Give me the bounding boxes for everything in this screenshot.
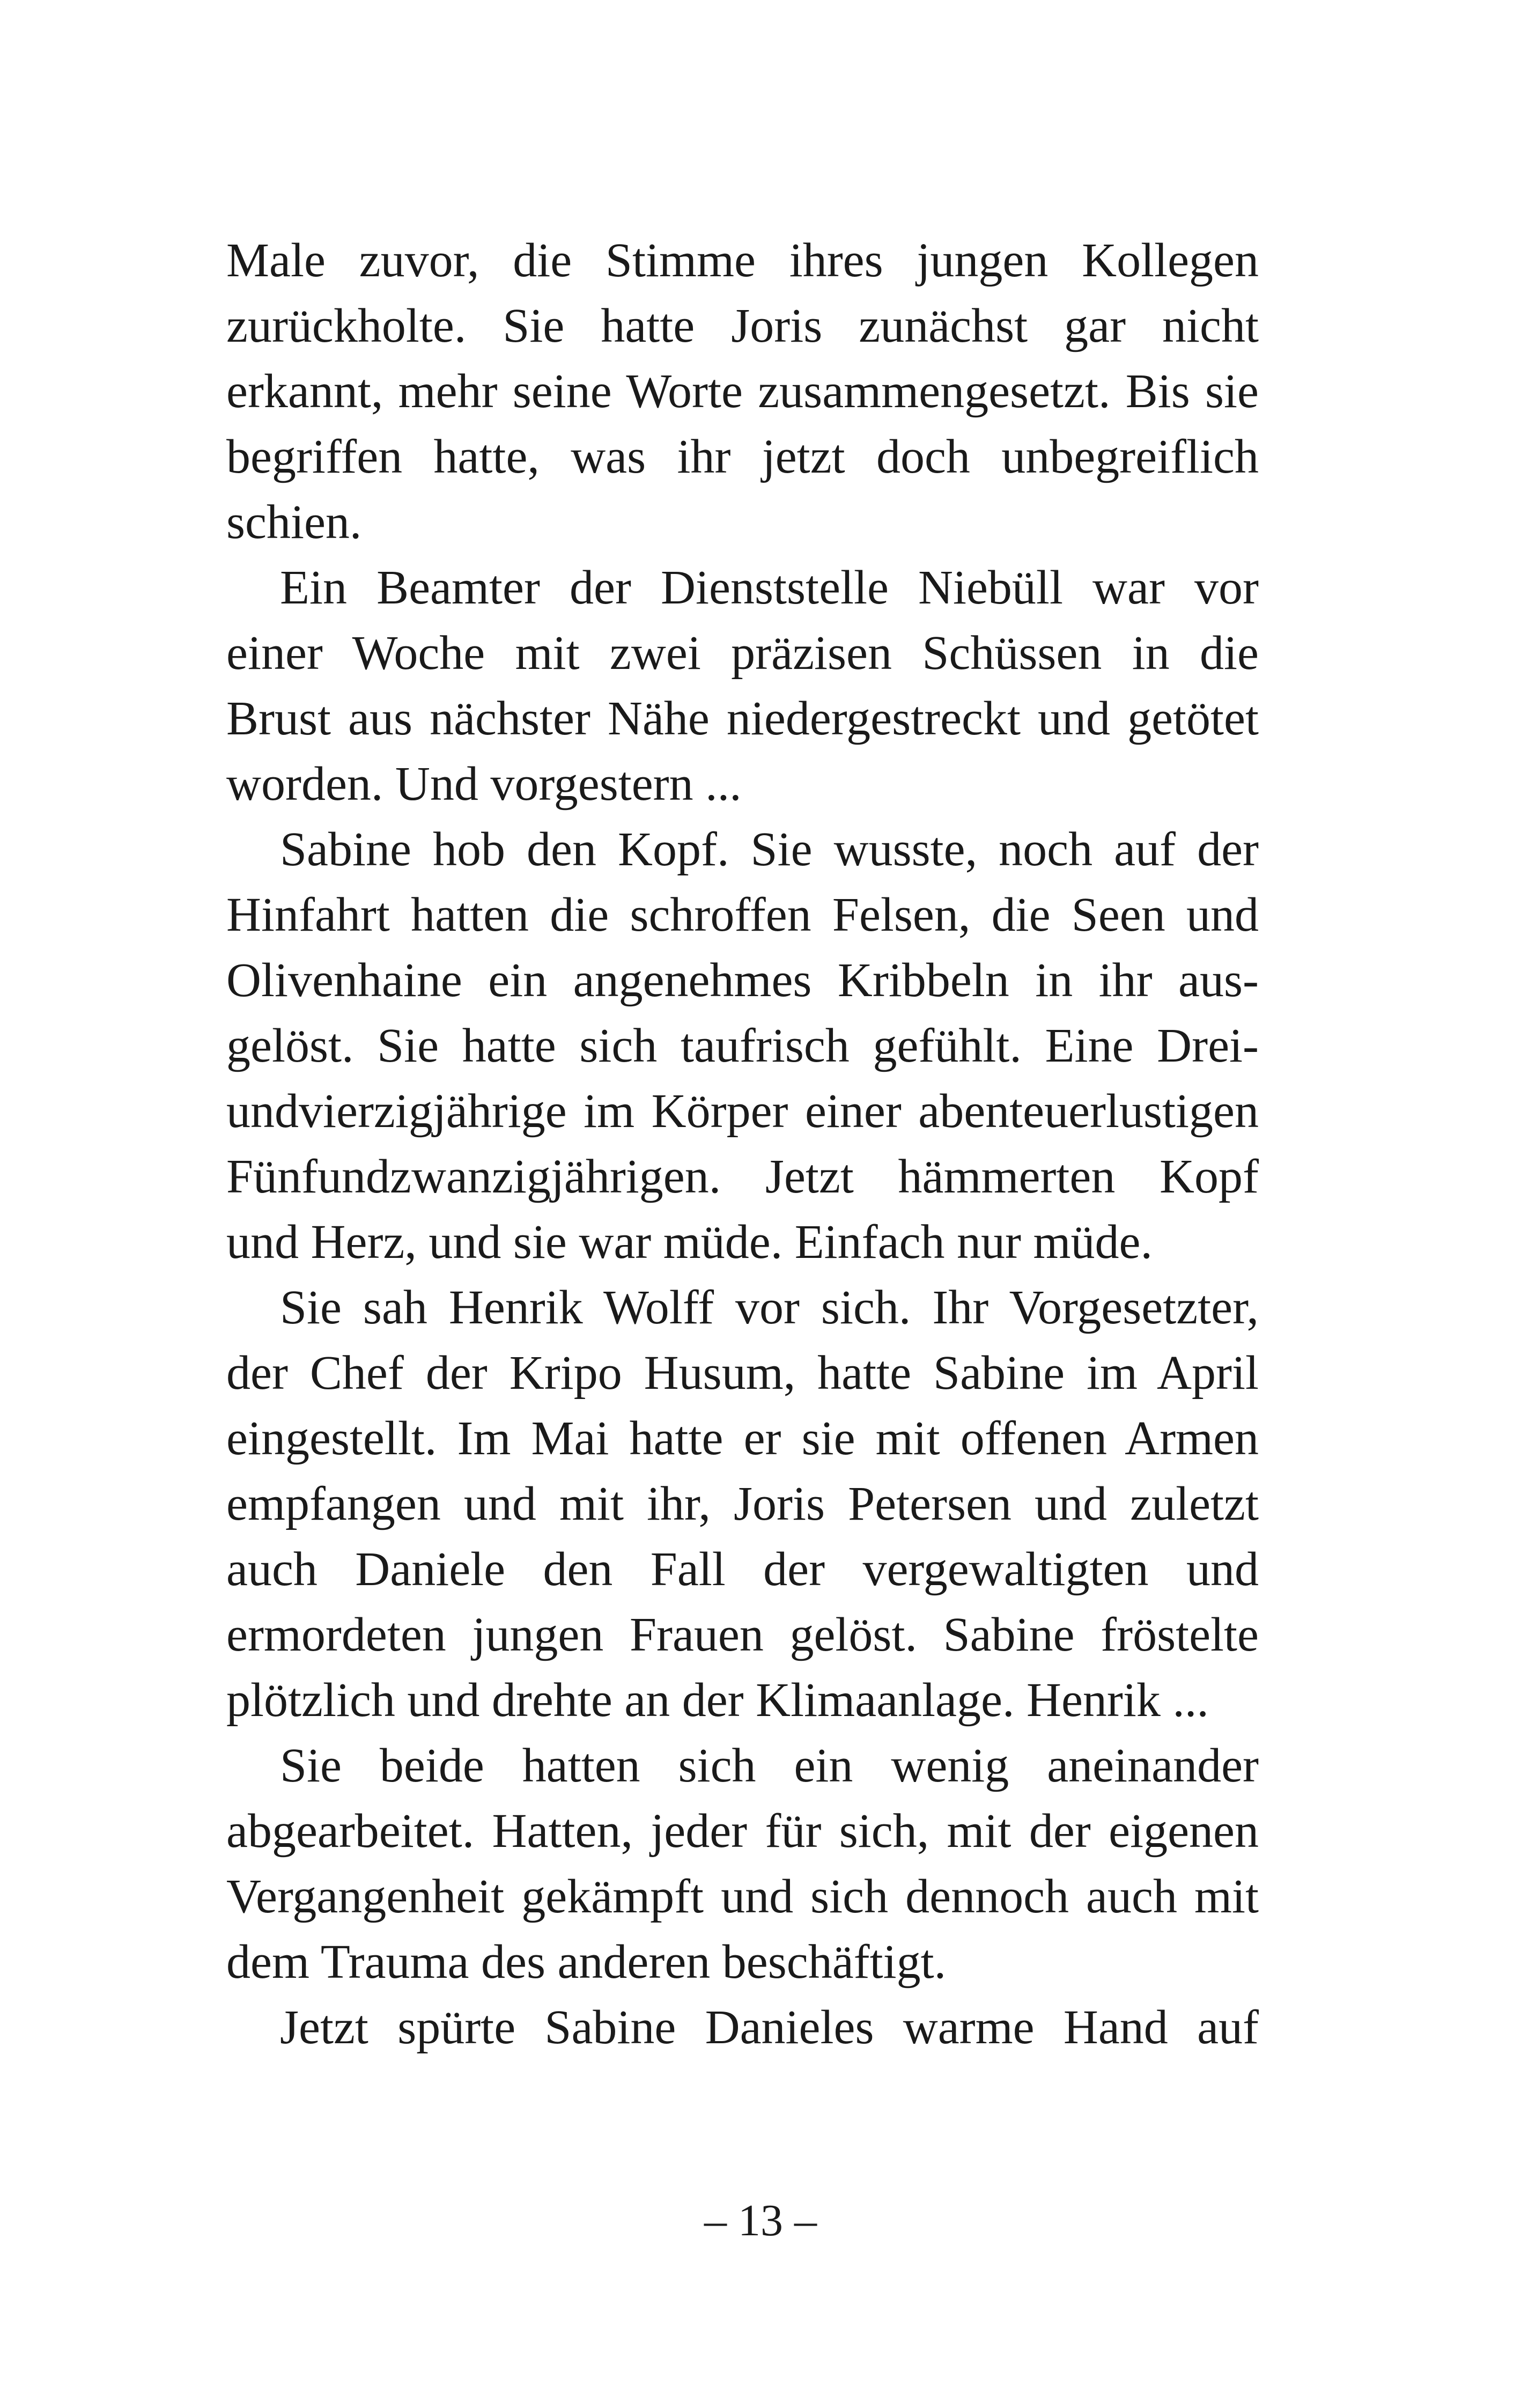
text-line: Male zuvor, die Stimme ihres jungen Kollegen [226, 234, 1259, 287]
text-line: erkannt, mehr seine Worte zusammengesetzt. Bis sie [226, 365, 1259, 418]
text-line: schien. [226, 496, 362, 549]
text-line: Hinfahrt hatten die schroffen Felsen, die Seen und [226, 888, 1259, 941]
text-line: Sie beide hatten sich ein wenig aneinander [280, 1739, 1259, 1792]
text-line: Olivenhaine ein angenehmes Kribbeln in ihr aus- [226, 954, 1259, 1007]
text-line: plötzlich und drehte an der Klimaanlage. Henrik ... [226, 1674, 1209, 1727]
text-line: undvierzigjährige im Körper einer abenteuerlustigen [226, 1085, 1259, 1138]
text-line: begriffen hatte, was ihr jetzt doch unbegreiflich [226, 430, 1259, 483]
body-text [226, 228, 1259, 2060]
text-line: Sie sah Henrik Wolff vor sich. Ihr Vorgesetzter, [280, 1281, 1259, 1334]
text-line: abgearbeitet. Hatten, jeder für sich, mit der eigenen [226, 1805, 1259, 1858]
text-line: Jetzt spürte Sabine Danieles warme Hand auf [280, 2001, 1259, 2054]
text-line: der Chef der Kripo Husum, hatte Sabine im April [226, 1346, 1259, 1400]
page-number: – 13 – [704, 2196, 817, 2245]
text-line: Brust aus nächster Nähe niedergestreckt und getötet [226, 692, 1259, 745]
text-line: eingestellt. Im Mai hatte er sie mit offenen Armen [226, 1412, 1259, 1465]
text-line: empfangen und mit ihr, Joris Petersen und zuletzt [226, 1477, 1259, 1530]
text-line: Sabine hob den Kopf. Sie wusste, noch auf der [280, 823, 1259, 876]
text-line: ermordeten jungen Frauen gelöst. Sabine fröstelte [226, 1608, 1259, 1661]
text-line: Ein Beamter der Dienststelle Niebüll war vor [280, 561, 1259, 614]
text-line: worden. Und vorgestern ... [226, 757, 742, 811]
text-line: einer Woche mit zwei präzisen Schüssen in die [226, 627, 1259, 680]
text-line: dem Trauma des anderen beschäftigt. [226, 1935, 947, 1989]
text-line: auch Daniele den Fall der vergewaltigten und [226, 1543, 1259, 1596]
text-line: und Herz, und sie war müde. Einfach nur müde. [226, 1216, 1153, 1269]
text-line: Fünfundzwanzigjährigen. Jetzt hämmerten Kopf [226, 1150, 1259, 1203]
text-line: Vergangenheit gekämpft und sich dennoch auch mit [226, 1870, 1259, 1923]
text-line: zurückholte. Sie hatte Joris zunächst gar nicht [226, 299, 1259, 352]
text-line: gelöst. Sie hatte sich taufrisch gefühlt. Eine Drei- [226, 1019, 1259, 1072]
